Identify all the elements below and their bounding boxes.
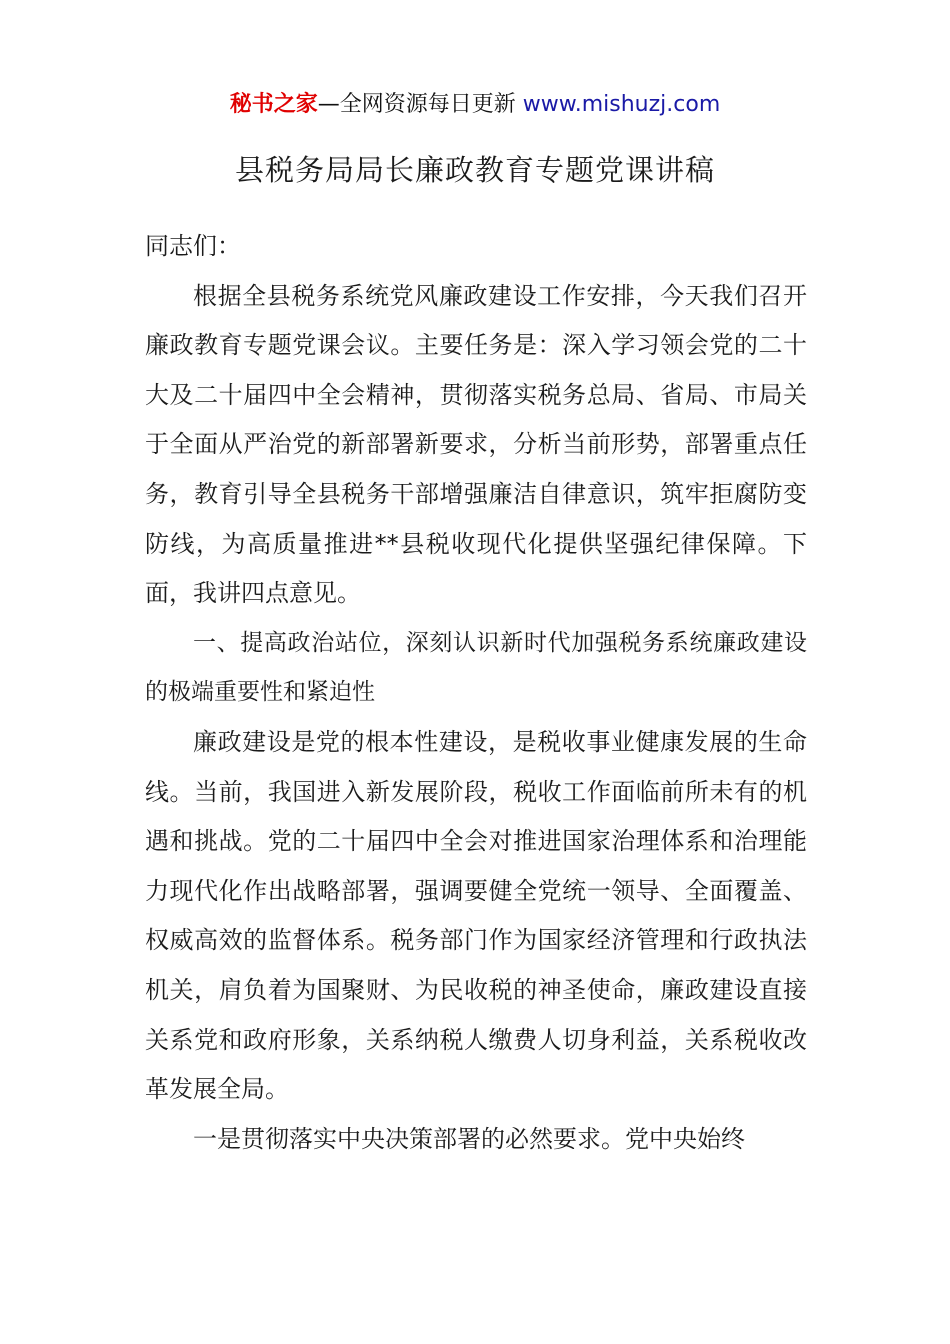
site-header xyxy=(0,88,950,122)
header-tagline: —全网资源每日更新 xyxy=(317,92,523,117)
document-title: 县税务局局长廉政教育专题党课讲稿 xyxy=(234,153,715,187)
section-heading-1: 一、提高政治站位，深刻认识新时代加强税务系统廉政建设的极端重要性和紧迫性 xyxy=(145,629,807,706)
paragraph-section-1: 廉政建设是党的根本性建设，是税收事业健康发展的生命线。当前，我国进入新发展阶段，税收工作面临前所未有的机遇和挑战。党的二十届四中全会对推进国家治理体系和治理能力现代化作出战略部署，强调要健全党统一领导、全面覆盖、权威高效的监督体系。税务部门作为国家经济管理和行政执法机关，肩负着为国聚财、为民收税的神圣使命，廉政建设直接关系党和政府形象，关系纳税人缴费人切身利益，关系税收改革发展全局。 xyxy=(145,727,807,1104)
brand-name: 秘书之家 xyxy=(229,92,318,117)
paragraph-point-1: 一是贯彻落实中央决策部署的必然要求。党中央始终 xyxy=(193,1124,745,1153)
paragraph-intro: 根据全县税务系统党风廉政建设工作安排，今天我们召开廉政教育专题党课会议。主要任务是：深入学习领会党的二十大及二十届四中全会精神，贯彻落实税务总局、省局、市局关于全面从严治党的新部署新要求，分析当前形势，部署重点任务，教育引导全县税务干部增强廉洁自律意识，筑牢拒腐防变防线，为高质量推进**县税收现代化提供坚强纪律保障。下面，我讲四点意见。 xyxy=(145,281,807,608)
site-url-link[interactable]: www.mishuzj.com xyxy=(522,92,721,117)
document-body xyxy=(145,222,807,1164)
salutation: 同志们： xyxy=(145,232,241,260)
